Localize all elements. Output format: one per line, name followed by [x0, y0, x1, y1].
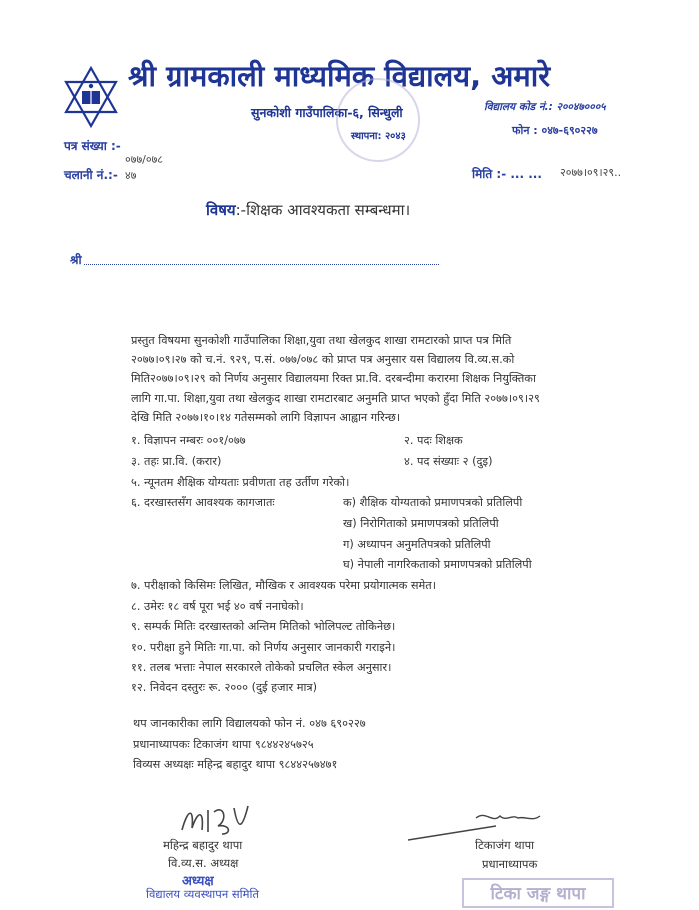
right-signatory-role: प्रधानाध्यापक — [482, 857, 538, 871]
left-signatory-name: महिन्द्र बहादुर थापा — [163, 838, 243, 852]
subject-label: विषय — [206, 201, 236, 219]
list-item: १. विज्ञापन नम्बरः ००१/०७७ — [131, 434, 246, 447]
letter-number-value: ०७७/०७८ — [125, 153, 164, 166]
list-item: १२. निवेदन दस्तुरः रू. २००० (दुई हजार मात्र) — [131, 681, 318, 694]
seal-stamp — [336, 78, 420, 162]
school-address: सुनकोशी गाउँपालिका-६, सिन्धुली — [251, 105, 403, 120]
left-signature-icon — [178, 800, 258, 838]
list-item: ७. परीक्षाको किसिमः लिखित, मौखिक र आवश्यक परेमा प्रयोगात्मक समेत। — [131, 579, 436, 592]
body-line: लागि गा.पा. शिक्षा,युवा तथा खेलकुद शाखा रामटारबाट अनुमति प्राप्त भएको हुँदा मिति २०७७।०९।२९ — [131, 392, 540, 405]
left-stamp-title: अध्यक्ष — [182, 874, 214, 889]
list-item: ३. तहः प्रा.वि. (करार) — [131, 455, 222, 468]
dispatch-number-label: चलानी नं.:- — [64, 168, 118, 182]
addressee-dotted-line — [84, 256, 439, 265]
list-item: ११. तलब भत्ताः नेपाल सरकारले तोकेको प्रचलित स्केल अनुसार। — [131, 661, 392, 674]
contact-line: थप जानकारीका लागि विद्यालयको फोन नं. ०४७ ६९०२२७ — [133, 717, 366, 730]
list-item: ५. न्यूनतम शैक्षिक योग्यताः प्रवीणता तह उर्तीण गरेको। — [131, 476, 350, 489]
list-subitem: घ) नेपाली नागरिकताको प्रमाणपत्रको प्रतिलिपी — [343, 558, 532, 571]
dispatch-number-value: ४७ — [125, 169, 137, 182]
list-item: ६. दरखास्तसँग आवश्यक कागजातः — [131, 496, 275, 509]
body-line: देखि मिति २०७७।१०।१४ गतेसम्मको लागि विज्ञापन आह्वान गरिन्छ। — [131, 411, 401, 424]
letter-number-label: पत्र संख्या :- — [64, 139, 121, 153]
list-item: ९. सम्पर्क मितिः दरखास्तको अन्तिम मितिको भोलिपल्ट तोकिनेछ। — [131, 620, 396, 633]
subject-line — [206, 200, 410, 220]
date-label: मिति :- ... ... — [472, 167, 542, 181]
left-signatory-role: वि.व्य.स. अध्यक्ष — [168, 856, 239, 870]
list-item: ८. उमेरः १८ वर्ष पूरा भई ४० वर्ष ननाघेको। — [131, 600, 304, 613]
date-value: २०७७।०९।२९.. — [560, 166, 622, 179]
school-phone: फोन : ०४७-६९०२२७ — [512, 124, 598, 137]
list-item: २. पदः शिक्षक — [404, 434, 463, 447]
right-name-stamp: टिका जङ्ग थापा — [462, 878, 614, 908]
list-subitem: ग) अध्यापन अनुमतिपत्रको प्रतिलिपी — [343, 538, 491, 551]
list-subitem: ख) निरोगिताको प्रमाणपत्रको प्रतिलिपी — [343, 517, 499, 530]
contact-line: प्रधानाध्यापकः टिकाजंग थापा ९८४४२४५७२५ — [133, 738, 314, 751]
body-line: प्रस्तुत विषयमा सुनकोशी गाउँपालिका शिक्षा,युवा तथा खेलकुद शाखा रामटारको प्राप्त पत्र मिति — [131, 334, 512, 347]
list-item: १०. परीक्षा हुने मितिः गा.पा. को निर्णय अनुसार जानकारी गराइने। — [131, 641, 396, 654]
left-stamp-org: विद्यालय व्यवस्थापन समिति — [146, 887, 260, 901]
list-subitem: क) शैक्षिक योग्यताको प्रमाणपत्रको प्रतिलिपी — [343, 496, 523, 509]
established-year: स्थापना: २०४३ — [351, 131, 406, 142]
body-line: मिति२०७७।०९।२९ को निर्णय अनुसार विद्यालयमा रिक्त प्रा.वि. दरबन्दीमा करारमा शिक्षक नियुक्तिका — [131, 372, 536, 385]
school-name: श्री ग्रामकाली माध्यमिक विद्यालय, अमारे — [128, 59, 551, 93]
subject-text: :-शिक्षक आवश्यकता सम्बन्धमा। — [235, 201, 411, 219]
school-code: विद्यालय कोड नं.: २००४७०००५ — [484, 101, 606, 113]
addressee-line — [70, 251, 439, 268]
contact-line: विव्यस अध्यक्षः महिन्द्र बहादुर थापा ९८४४२५७४७१ — [133, 758, 338, 771]
school-logo-icon — [60, 66, 122, 128]
body-line: २०७७।०९।२७ को च.नं. ९२९, प.सं. ०७७/०७८ को प्राप्त पत्र अनुसार यस विद्यालय वि.व्य.स.को — [131, 353, 515, 366]
list-item: ४. पद संख्याः २ (दुइ) — [404, 455, 493, 468]
addressee-prefix: श्री — [70, 253, 82, 267]
right-signatory-name: टिकाजंग थापा — [475, 838, 535, 852]
